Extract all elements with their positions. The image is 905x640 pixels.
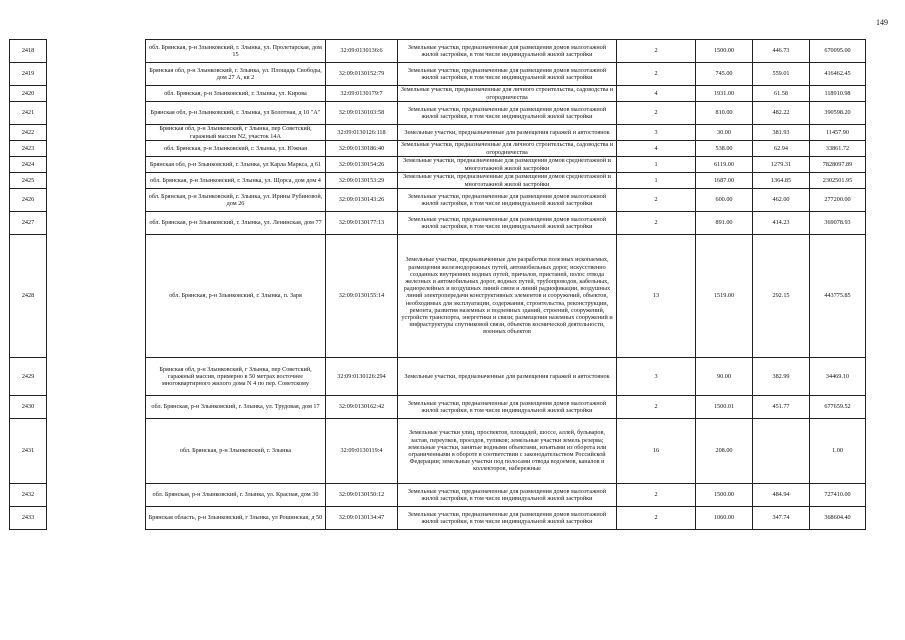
unit-value-cell: 482.22	[753, 102, 810, 125]
cadastral-value-cell: 33861.72	[810, 141, 866, 157]
area-cell: 208.00	[696, 419, 753, 484]
land-use-cell: Земельные участки, предназначенные для размещения гаражей и автостоянок	[398, 125, 617, 141]
address-cell: обл. Брянская, р-н Злынковский, г. Злынка	[146, 419, 326, 484]
unit-value-cell: 446.73	[753, 40, 810, 63]
area-cell: 1687.00	[696, 173, 753, 189]
row-number: 2427	[10, 212, 47, 235]
group-number-cell: 2	[617, 189, 696, 212]
cadastral-number-cell: 32:09:0130177:13	[326, 212, 398, 235]
cadastral-number-cell: 32:09:0130162:42	[326, 396, 398, 419]
table-row	[10, 141, 866, 157]
unit-value-cell: 382.99	[753, 358, 810, 396]
cadastral-number-cell: 32:09:0130179:7	[326, 86, 398, 102]
group-number-cell: 4	[617, 86, 696, 102]
area-cell: 810.00	[696, 102, 753, 125]
spacer-cell	[47, 507, 146, 530]
unit-value-cell: 1279.31	[753, 157, 810, 173]
group-number-cell: 4	[617, 141, 696, 157]
land-use-cell: Земельные участки, предназначенные для личного строительства, садоводства и огородничества	[398, 86, 617, 102]
land-use-cell: Земельные участки улиц, проспектов, площадей, шоссе, аллей, бульваров, застав, переулков, проездов, тупиков; земельные участки земель резерва; земельные участки, занятые водными объектами, изъятыми из оборота или ограниченными в обороте в соответствии с законодательством Российской Федерации; земельные участки под полосами отвода водоемов, каналов и коллекторов, набережные	[398, 419, 617, 484]
land-use-cell: Земельные участки, предназначенные для размещения домов среднеэтажной и многоэтажной жилой застройки	[398, 173, 617, 189]
table-row	[10, 212, 866, 235]
cadastral-number-cell: 32:09:0130126:118	[326, 125, 398, 141]
spacer-cell	[47, 235, 146, 358]
cadastral-value-cell: 368604.40	[810, 507, 866, 530]
table-row	[10, 157, 866, 173]
spacer-cell	[47, 102, 146, 125]
address-cell: Брянская обл, р-н Злынковский, г. Злынка, ул Болотная, д 10 "А"	[146, 102, 326, 125]
unit-value-cell: 414.23	[753, 212, 810, 235]
table-body	[10, 40, 866, 530]
land-use-cell: Земельные участки, предназначенные для размещения гаражей и автостоянок	[398, 358, 617, 396]
cadastral-value-cell: 443775.85	[810, 235, 866, 358]
row-number: 2423	[10, 141, 47, 157]
land-use-cell: Земельные участки, предназначенные для размещения домов малоэтажной жилой застройки, в том числе индивидуальной жилой застройки	[398, 189, 617, 212]
area-cell: 745.00	[696, 63, 753, 86]
spacer-cell	[47, 125, 146, 141]
table-row	[10, 40, 866, 63]
land-use-cell: Земельные участки, предназначенные для размещения домов среднеэтажной и многоэтажной жилой застройки	[398, 157, 617, 173]
row-number: 2418	[10, 40, 47, 63]
area-cell: 6119.00	[696, 157, 753, 173]
spacer-cell	[47, 157, 146, 173]
row-number: 2425	[10, 173, 47, 189]
table-row	[10, 235, 866, 358]
cadastral-number-cell: 32:09:0130154:26	[326, 157, 398, 173]
table-row	[10, 358, 866, 396]
spacer-cell	[47, 212, 146, 235]
cadastral-value-table	[9, 39, 866, 530]
table-row	[10, 189, 866, 212]
unit-value-cell: 61.58	[753, 86, 810, 102]
land-use-cell: Земельные участки, предназначенные для размещения домов малоэтажной жилой застройки, в том числе индивидуальной жилой застройки	[398, 40, 617, 63]
cadastral-number-cell: 32:09:0130119:4	[326, 419, 398, 484]
row-number: 2420	[10, 86, 47, 102]
group-number-cell: 13	[617, 235, 696, 358]
land-use-cell: Земельные участки, предназначенные для размещения домов малоэтажной жилой застройки, в том числе индивидуальной жилой застройки	[398, 507, 617, 530]
cadastral-value-cell: 118910.98	[810, 86, 866, 102]
unit-value-cell: 1364.85	[753, 173, 810, 189]
cadastral-value-cell: 727410.00	[810, 484, 866, 507]
unit-value-cell: 484.94	[753, 484, 810, 507]
table-row	[10, 63, 866, 86]
address-cell: обл. Брянская, р-н Злынковский, г. Злынка, ул. Ленинская, дом 77	[146, 212, 326, 235]
cadastral-value-cell: 416462.45	[810, 63, 866, 86]
spacer-cell	[47, 419, 146, 484]
area-cell: 1500.00	[696, 484, 753, 507]
area-cell: 891.00	[696, 212, 753, 235]
group-number-cell: 1	[617, 157, 696, 173]
address-cell: обл. Брянская, р-н Злынковский, г. Злынка, ул. Южная	[146, 141, 326, 157]
row-number: 2426	[10, 189, 47, 212]
page-number: 149	[876, 18, 888, 27]
land-use-cell: Земельные участки, предназначенные для размещения домов малоэтажной жилой застройки, в том числе индивидуальной жилой застройки	[398, 212, 617, 235]
cadastral-number-cell: 32:09:0130103:58	[326, 102, 398, 125]
address-cell: Брянская обл, р-н Злынковский, г. Злынка, ул. Площадь Свободы, дом 27 А, кв 2	[146, 63, 326, 86]
address-cell: обл. Брянская, р-н Злынковский, г. Злынка, ул. Щорса, дом дом 4	[146, 173, 326, 189]
cadastral-number-cell: 32:09:0130152:79	[326, 63, 398, 86]
area-cell: 1931.00	[696, 86, 753, 102]
table-row	[10, 396, 866, 419]
group-number-cell: 2	[617, 396, 696, 419]
table-row	[10, 507, 866, 530]
group-number-cell: 3	[617, 358, 696, 396]
row-number: 2428	[10, 235, 47, 358]
spacer-cell	[47, 173, 146, 189]
table-row	[10, 86, 866, 102]
row-number: 2431	[10, 419, 47, 484]
cadastral-number-cell: 32:09:0130155:14	[326, 235, 398, 358]
cadastral-number-cell: 32:09:0130143:26	[326, 189, 398, 212]
address-cell: обл. Брянская, р-н Злынковский, г. Злынка, п. Заря	[146, 235, 326, 358]
address-cell: Брянская обл, р-н Злынковский, г. Злынка, ул Карла Маркса, д 61	[146, 157, 326, 173]
area-cell: 538.00	[696, 141, 753, 157]
land-use-cell: Земельные участки, предназначенные для размещения домов малоэтажной жилой застройки, в том числе индивидуальной жилой застройки	[398, 484, 617, 507]
address-cell: обл. Брянская, р-н Злынковский, г. Злынка, ул. Кирова	[146, 86, 326, 102]
row-number: 2430	[10, 396, 47, 419]
spacer-cell	[47, 63, 146, 86]
cadastral-value-cell: 369078.93	[810, 212, 866, 235]
cadastral-value-cell: 11457.90	[810, 125, 866, 141]
address-cell: обл. Брянская, р-н Злынковский, г. Злынка, ул. Красная, дом 30	[146, 484, 326, 507]
land-use-cell: Земельные участки, предназначенные для размещения домов малоэтажной жилой застройки, в том числе индивидуальной жилой застройки	[398, 102, 617, 125]
cadastral-number-cell: 32:09:0130153:29	[326, 173, 398, 189]
group-number-cell: 2	[617, 40, 696, 63]
row-number: 2422	[10, 125, 47, 141]
land-use-cell: Земельные участки, предназначенные для размещения домов малоэтажной жилой застройки, в том числе индивидуальной жилой застройки	[398, 396, 617, 419]
group-number-cell: 2	[617, 507, 696, 530]
address-cell: Брянская обл, р-н Злынковский, г Злынка, пер Советский, гаражный массив N2, участок 14А	[146, 125, 326, 141]
land-use-cell: Земельные участки, предназначенные для личного строительства, садоводства и огородничества	[398, 141, 617, 157]
table-row	[10, 484, 866, 507]
cadastral-number-cell: 32:09:0130136:6	[326, 40, 398, 63]
land-use-cell: Земельные участки, предназначенные для размещения домов малоэтажной жилой застройки, в том числе индивидуальной жилой застройки	[398, 63, 617, 86]
cadastral-number-cell: 32:09:0130134:47	[326, 507, 398, 530]
unit-value-cell: 559.01	[753, 63, 810, 86]
cadastral-value-cell: 34469.10	[810, 358, 866, 396]
address-cell: обл. Брянская, р-н Злынковский, г. Злынка, ул. Пролетарская, дом 15	[146, 40, 326, 63]
table-row	[10, 419, 866, 484]
address-cell: Брянская обл, р-н Злынковский, г Злынка, пер Советский, гаражный массив, примерно в 50 метрах восточнее многоквартирного жилого дома N 4 по пер. Советскому	[146, 358, 326, 396]
group-number-cell: 16	[617, 419, 696, 484]
area-cell: 1500.00	[696, 40, 753, 63]
group-number-cell: 1	[617, 173, 696, 189]
land-use-cell: Земельные участки, предназначенные для разработки полезных ископаемых, размещения железнодорожных путей, автомобильных дорог, искусственно созданных внутренних водных путей, причалов, пристаней, полос отвода железных и автомобильных дорог, водных путей, трубопроводов, кабельных, радиорелейных и воздушных линий связи и линий радиофикации, воздушных линий электропередачи конструктивных элементов и сооружений, объектов, необходимых для эксплуатации, содержания, строительства, реконструкции, ремонта, развития наземных и подземных зданий, строений, сооружений, устройств транспорта, энергетики и связи; размещения наземных сооружений и инфраструктуры спутниковой связи, объектов космической деятельности, военных объектов	[398, 235, 617, 358]
area-cell: 90.00	[696, 358, 753, 396]
row-number: 2421	[10, 102, 47, 125]
address-cell: обл. Брянская, р-н Злынковский, г. Злынка, ул. Трудовая, дом 17	[146, 396, 326, 419]
table-row	[10, 173, 866, 189]
unit-value-cell: 347.74	[753, 507, 810, 530]
area-cell: 1500.01	[696, 396, 753, 419]
spacer-cell	[47, 141, 146, 157]
spacer-cell	[47, 189, 146, 212]
spacer-cell	[47, 396, 146, 419]
table-row	[10, 125, 866, 141]
cadastral-value-cell: 2302501.95	[810, 173, 866, 189]
cadastral-number-cell: 32:09:0130126:294	[326, 358, 398, 396]
group-number-cell: 2	[617, 212, 696, 235]
row-number: 2419	[10, 63, 47, 86]
row-number: 2424	[10, 157, 47, 173]
spacer-cell	[47, 86, 146, 102]
unit-value-cell: 292.15	[753, 235, 810, 358]
cadastral-value-cell: 390598.20	[810, 102, 866, 125]
cadastral-value-cell: 670095.00	[810, 40, 866, 63]
row-number: 2429	[10, 358, 47, 396]
area-cell: 1519.00	[696, 235, 753, 358]
group-number-cell: 2	[617, 102, 696, 125]
table-row	[10, 102, 866, 125]
unit-value-cell	[753, 419, 810, 484]
group-number-cell: 2	[617, 484, 696, 507]
unit-value-cell: 462.00	[753, 189, 810, 212]
area-cell: 30.00	[696, 125, 753, 141]
address-cell: обл. Брянская, р-н Злынковский, г. Злынка, ул. Ирины Рубиновой, дом 26	[146, 189, 326, 212]
group-number-cell: 2	[617, 63, 696, 86]
area-cell: 1060.00	[696, 507, 753, 530]
cadastral-number-cell: 32:09:0130186:40	[326, 141, 398, 157]
cadastral-number-cell: 32:09:0130150:12	[326, 484, 398, 507]
cadastral-value-cell: 1.00	[810, 419, 866, 484]
area-cell: 600.00	[696, 189, 753, 212]
cadastral-value-cell: 277200.00	[810, 189, 866, 212]
cadastral-value-cell: 7828097.89	[810, 157, 866, 173]
address-cell: Брянская область, р-н Злынковский, г Злынка, ул Рошинская, д 50	[146, 507, 326, 530]
spacer-cell	[47, 484, 146, 507]
row-number: 2433	[10, 507, 47, 530]
group-number-cell: 3	[617, 125, 696, 141]
row-number: 2432	[10, 484, 47, 507]
unit-value-cell: 381.93	[753, 125, 810, 141]
cadastral-value-cell: 677659.52	[810, 396, 866, 419]
unit-value-cell: 451.77	[753, 396, 810, 419]
spacer-cell	[47, 358, 146, 396]
spacer-cell	[47, 40, 146, 63]
unit-value-cell: 62.94	[753, 141, 810, 157]
